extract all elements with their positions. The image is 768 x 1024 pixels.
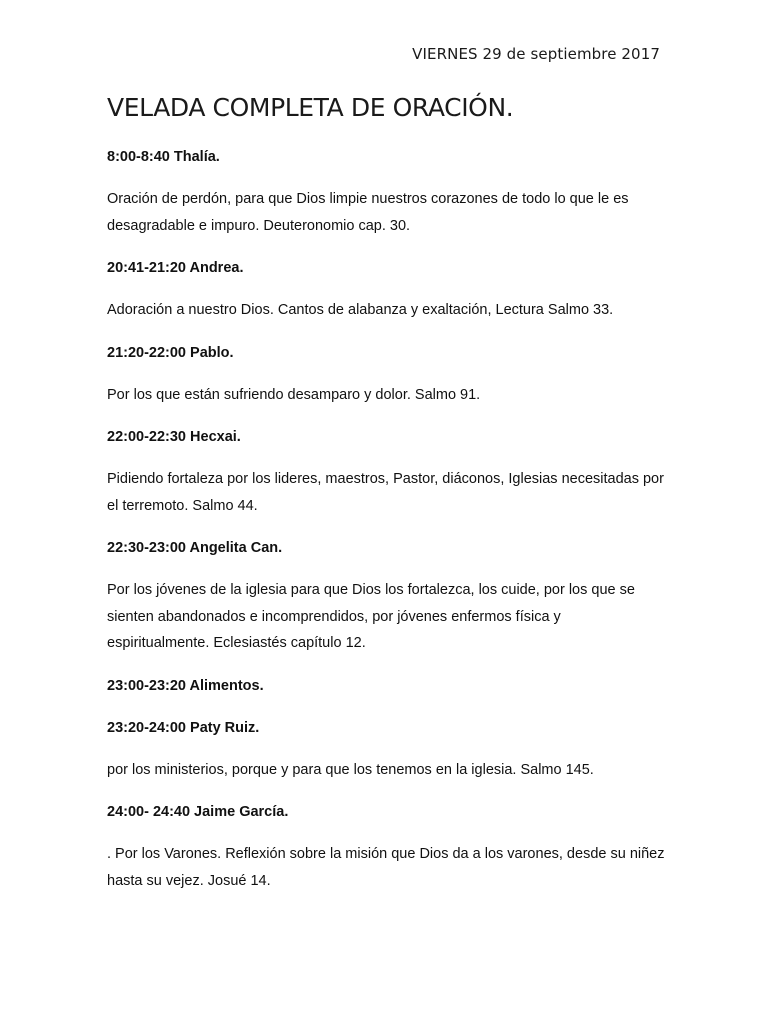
slot-description: Por los jóvenes de la iglesia para que Dios los fortalezca, los cuide, por los que se sienten abandonados e incomprendidos, por jóvenes enfermos física y espiritualmente. Eclesiastés capítulo 12. xyxy=(107,582,635,651)
slot-heading: 22:00-22:30 Hecxai. xyxy=(107,429,241,445)
schedule-entry xyxy=(107,255,667,324)
slot-heading: 8:00-8:40 Thalía. xyxy=(107,149,220,165)
document-title: VELADA COMPLETA DE ORACIÓN. xyxy=(107,93,514,122)
schedule-entry xyxy=(107,424,667,519)
schedule-list xyxy=(107,144,667,910)
schedule-entry xyxy=(107,535,667,657)
slot-heading: 23:00-23:20 Alimentos. xyxy=(107,677,264,694)
schedule-entry xyxy=(107,144,667,239)
slot-description: Adoración a nuestro Dios. Cantos de alabanza y exaltación, Lectura Salmo 33. xyxy=(107,302,614,318)
document-date: VIERNES 29 de septiembre 2017 xyxy=(412,45,660,63)
schedule-entry xyxy=(107,799,667,894)
slot-heading: 24:00- 24:40 Jaime García. xyxy=(107,804,289,820)
slot-description: . Por los Varones. Reflexión sobre la misión que Dios da a los varones, desde su niñez hasta su vejez. Josué 14. xyxy=(107,846,665,889)
slot-heading: 22:30-23:00 Angelita Can. xyxy=(107,540,283,556)
schedule-entry xyxy=(107,673,667,699)
slot-heading: 21:20-22:00 Pablo. xyxy=(107,344,234,361)
slot-description: Por los que están sufriendo desamparo y dolor. Salmo 91. xyxy=(107,386,481,403)
slot-description: Pidiendo fortaleza por los lideres, maestros, Pastor, diáconos, Iglesias necesitadas por el terremoto. Salmo 44. xyxy=(107,471,664,514)
slot-description: Oración de perdón, para que Dios limpie nuestros corazones de todo lo que le es desagradable e impuro. Deuteronomio cap. 30. xyxy=(107,191,629,234)
slot-description: por los ministerios, porque y para que los tenemos en la iglesia. Salmo 145. xyxy=(107,761,594,778)
schedule-entry xyxy=(107,715,667,784)
slot-heading: 20:41-21:20 Andrea. xyxy=(107,260,244,276)
slot-heading: 23:20-24:00 Paty Ruiz. xyxy=(107,719,260,736)
schedule-entry xyxy=(107,340,667,409)
